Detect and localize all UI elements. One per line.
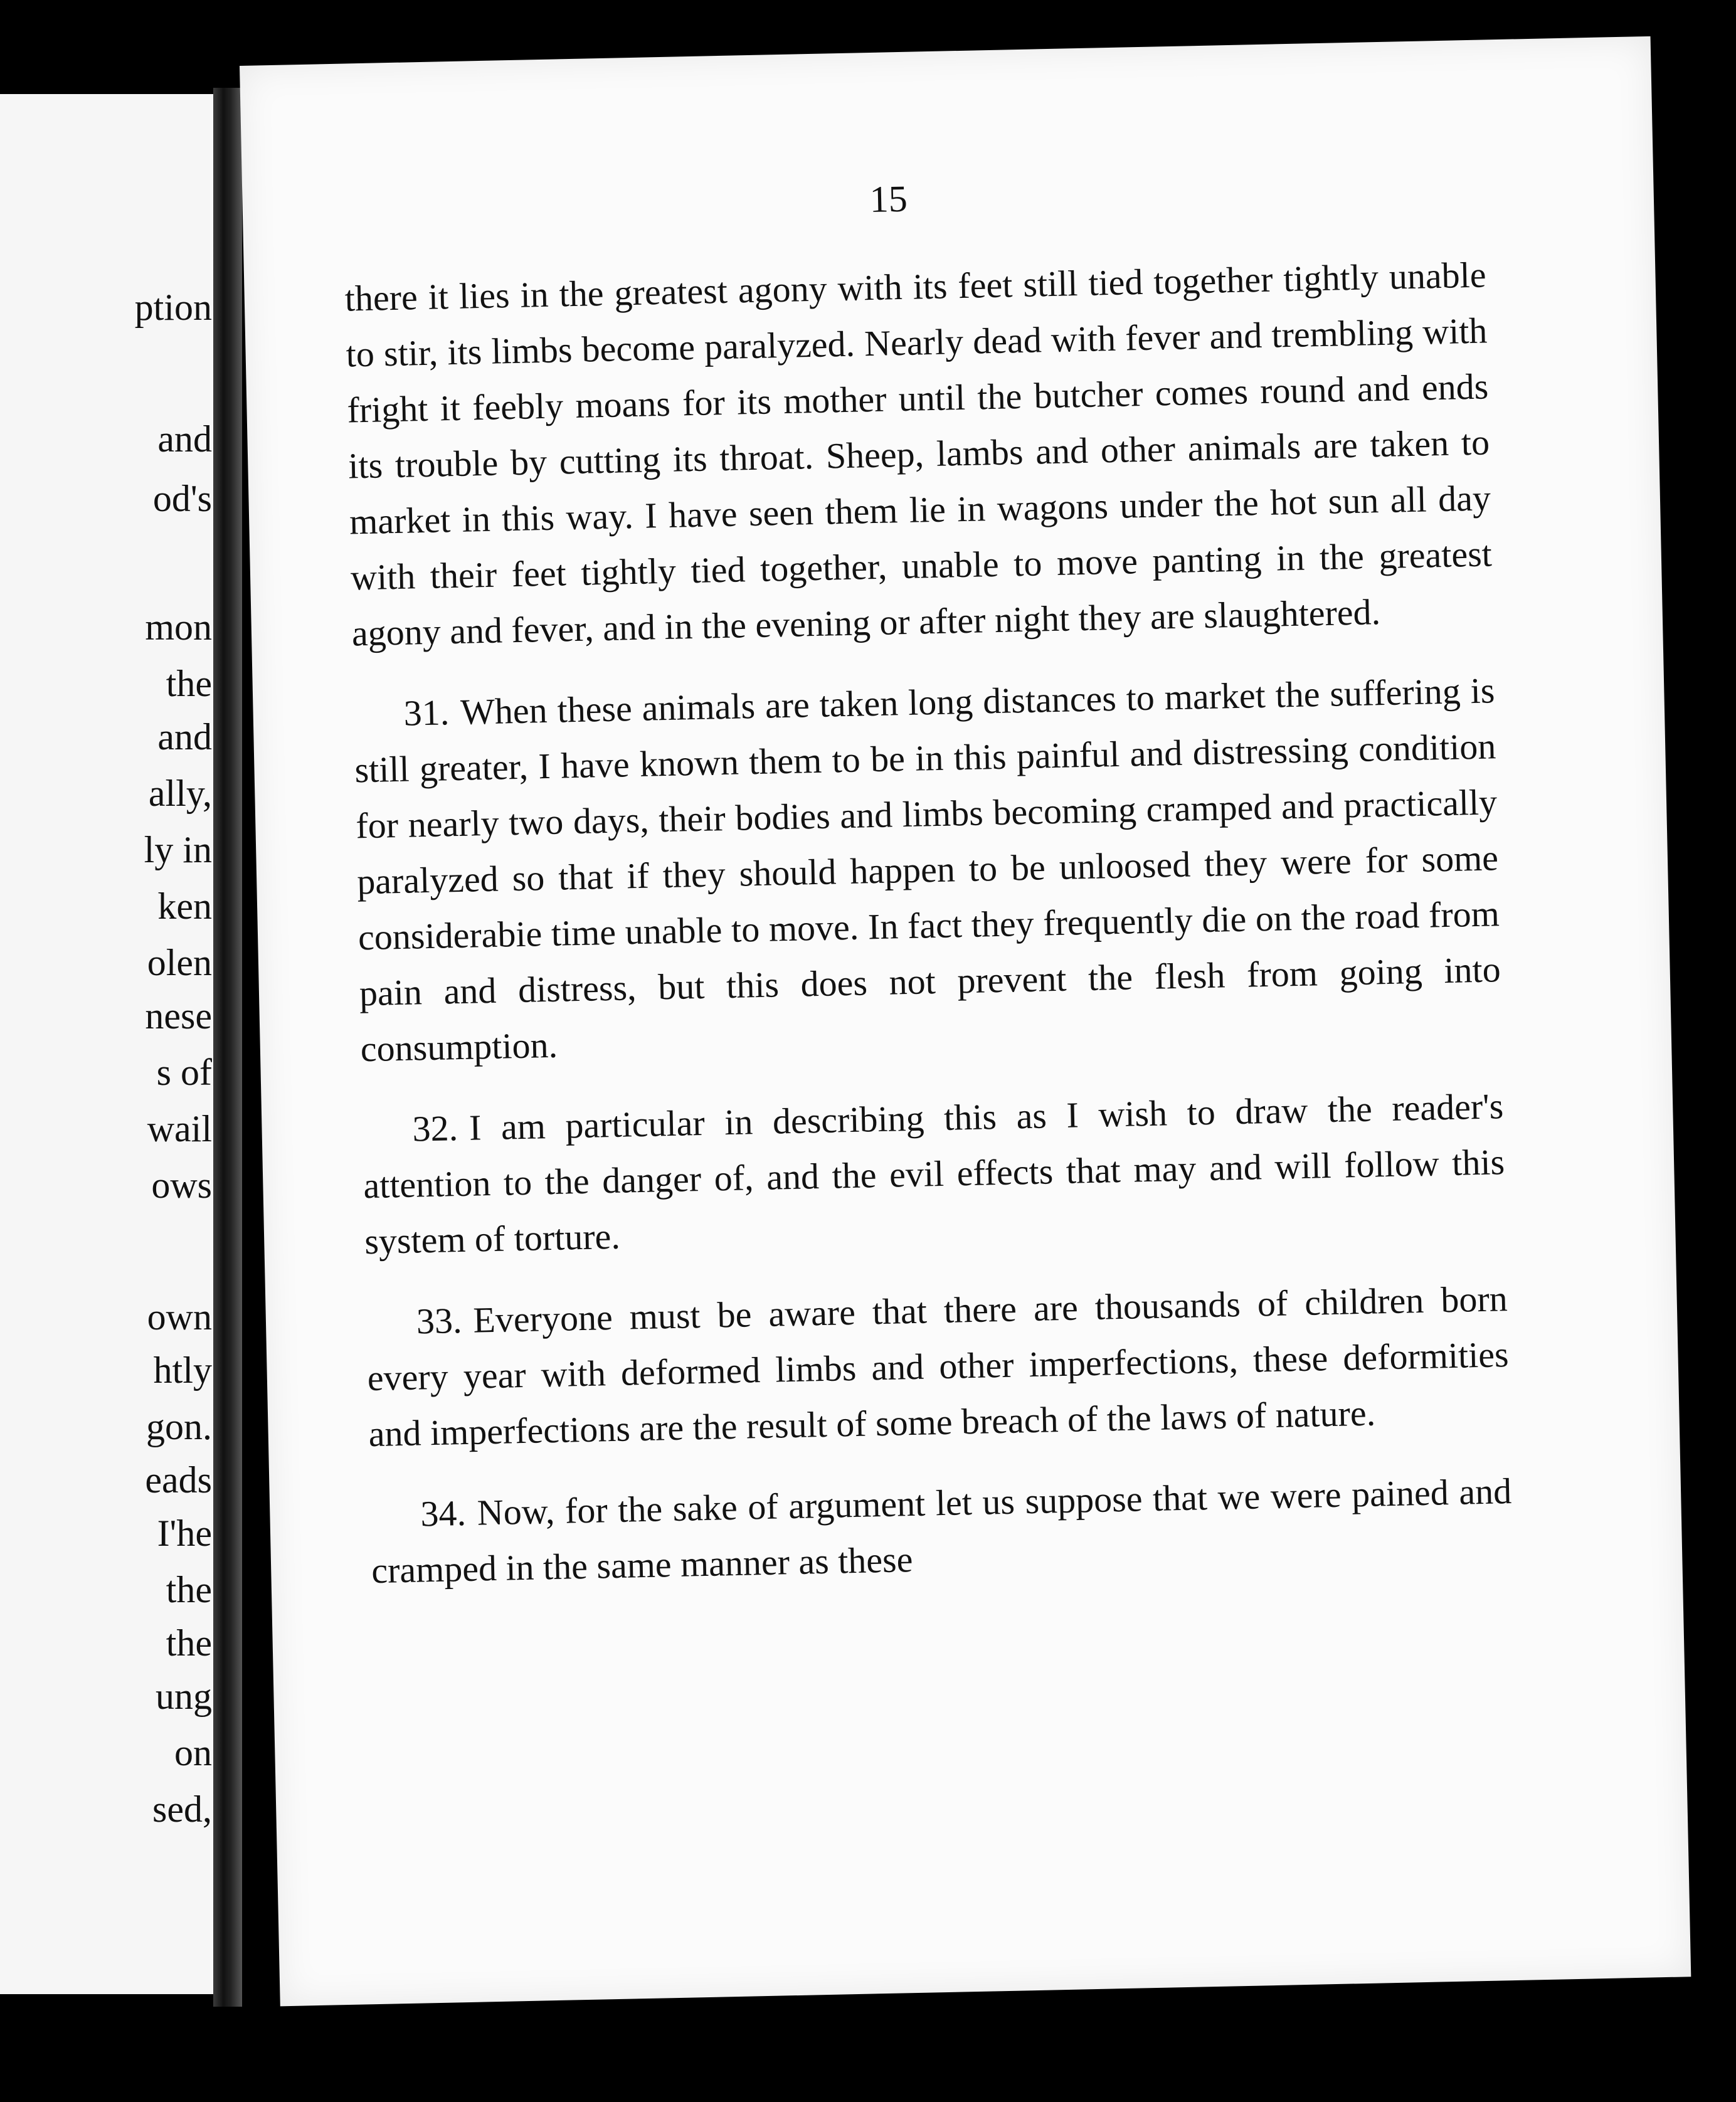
left-page-fragment: on — [174, 1732, 212, 1773]
left-page-fragment: htly — [153, 1349, 212, 1391]
left-page-fragment: od's — [152, 478, 212, 519]
left-page-fragment: ung — [156, 1676, 212, 1717]
left-page-fragment: ption — [134, 287, 212, 328]
left-page-fragment: wail — [147, 1108, 212, 1149]
book-gutter — [213, 88, 242, 2007]
left-page-fragment: own — [147, 1296, 212, 1338]
page-number: 15 — [869, 177, 908, 220]
paragraph-number: 34. — [420, 1492, 467, 1534]
left-page-fragment: ly in — [144, 829, 212, 870]
paragraph-33 — [366, 1270, 1510, 1462]
left-page-fragment: ows — [151, 1165, 212, 1206]
paragraph-number: 32. — [411, 1107, 458, 1149]
left-page-fragment: and — [157, 418, 212, 460]
left-page — [0, 94, 220, 1994]
page-body — [344, 246, 1513, 1598]
paragraph-text: there it lies in the greatest agony with its feet still tied together tightly unable to stir, its limbs become paralyzed. Nearly dead with fever and trembling with fright it feebly moans for its mother until the butcher comes round and ends its trouble by cutting its throat. Sheep, lambs and other animals are taken to market in this way. I have seen them lie in wagons under the hot sun all day with their feet tightly tied together, unable to move panting in the greatest agony and fever, and in the evening or after night they are slaughtered. — [344, 254, 1493, 654]
paragraph-text: Now, for the sake of argument let us suppose that we were pained and cramped in the same manner as these — [371, 1471, 1512, 1592]
paragraph-34 — [370, 1463, 1513, 1598]
left-page-fragment: sed, — [152, 1788, 212, 1830]
left-page-fragment: the — [166, 1569, 212, 1610]
paragraph-31 — [353, 662, 1503, 1077]
left-page-fragment: nese — [145, 995, 212, 1037]
paragraph-number: 33. — [416, 1300, 463, 1342]
paragraph-text: When these animals are taken long distances to market the suffering is still greater, I have known them to be in this painful and distressing condition for nearly two days, their bodies and limbs becoming cramped and practically paralyzed so that if they should happen to be unloosed they were for some considerabie time unable to move. In fact they frequently die on the road from pain and distress, but this does not prevent the flesh from going into consumption. — [354, 670, 1501, 1070]
paragraph-number: 31. — [403, 692, 450, 734]
paragraph-continuation — [344, 246, 1494, 661]
left-page-fragment: s of — [156, 1052, 212, 1093]
left-page-fragment: I'he — [157, 1513, 212, 1554]
right-page — [240, 36, 1691, 2006]
paragraph-text: Everyone must be aware that there are thousands of children born every year with deformed limbs and other imperfections, these deformities and imperfections are the result of some breach of the laws of nature. — [367, 1278, 1510, 1455]
left-page-fragment: the — [166, 1622, 212, 1664]
left-page-fragment: and — [157, 716, 212, 758]
paragraph-32 — [362, 1078, 1506, 1269]
left-page-fragment: ally, — [148, 773, 212, 814]
left-page-fragment: olen — [147, 942, 212, 983]
paragraph-text: I am particular in describing this as I wish to draw the reader's attention to the danger of, and the evil effects that may and will follow this system of torture. — [363, 1085, 1505, 1262]
left-page-fragment: mon — [145, 606, 212, 648]
left-page-fragment: the — [166, 663, 212, 704]
left-page-fragment: eads — [145, 1459, 212, 1501]
left-page-fragment: ken — [157, 885, 212, 927]
left-page-fragment: gon. — [146, 1406, 212, 1447]
